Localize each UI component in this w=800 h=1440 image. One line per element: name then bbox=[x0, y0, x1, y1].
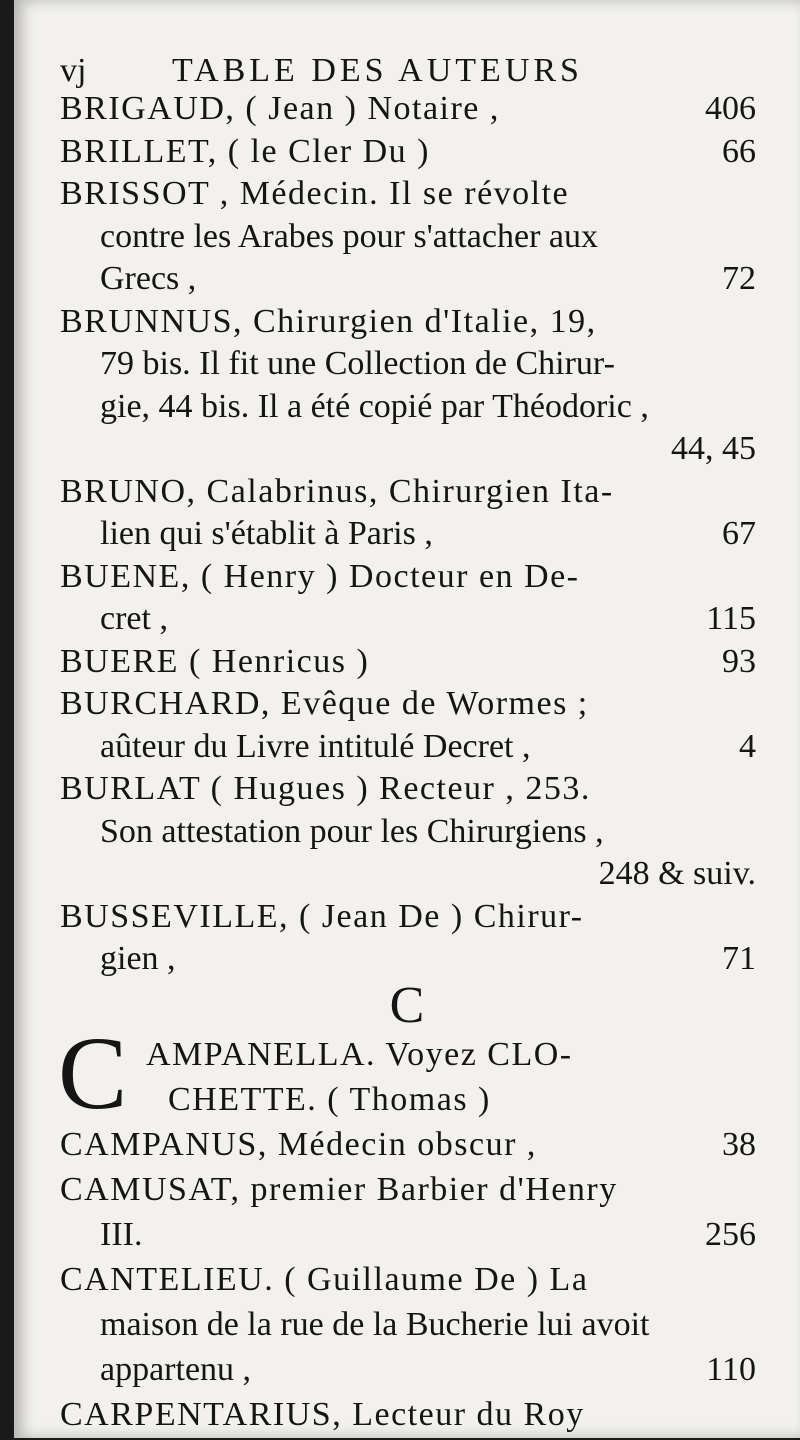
page-reference: 406 bbox=[705, 90, 756, 127]
page-reference: 44, 45 bbox=[671, 430, 756, 467]
page-reference: 93 bbox=[722, 642, 756, 680]
entry-text: aûteur du Livre intitulé Decret , bbox=[100, 727, 531, 765]
index-line bbox=[14, 1390, 800, 1440]
entry-text: BRUNO, Calabrinus, Chirurgien Ita- bbox=[60, 472, 614, 510]
index-line bbox=[14, 1345, 800, 1395]
page-reference: 67 bbox=[722, 515, 756, 552]
entry-text: BUSSEVILLE, ( Jean De ) Chirur- bbox=[60, 897, 584, 935]
page-reference: 72 bbox=[722, 260, 756, 297]
entry-text: BURCHARD, Evêque de Wormes ; bbox=[60, 685, 589, 722]
header-title: TABLE DES AUTEURS bbox=[172, 52, 583, 89]
index-line bbox=[14, 1075, 800, 1125]
entry-text: gie, 44 bis. Il a été copié par Théodoric , bbox=[100, 387, 649, 425]
entry-text: lien qui s'établit à Paris , bbox=[100, 515, 433, 552]
entry-text: Son attestation pour les Chirurgiens , bbox=[100, 812, 604, 850]
index-line bbox=[14, 1120, 800, 1170]
book-page bbox=[14, 0, 800, 1438]
page-reference: 38 bbox=[722, 1126, 756, 1163]
page-reference: 71 bbox=[722, 940, 756, 977]
index-line bbox=[14, 1210, 800, 1260]
entry-text: BRISSOT , Médecin. Il se révolte bbox=[60, 175, 570, 212]
entry-text: III. bbox=[100, 1216, 143, 1253]
entry-text: gien , bbox=[100, 940, 176, 977]
entry-text: CAMPANUS, Médecin obscur , bbox=[60, 1126, 537, 1163]
page-reference: 256 bbox=[705, 1216, 756, 1253]
page-reference: 4 bbox=[739, 727, 756, 765]
entry-text: BURLAT ( Hugues ) Recteur , 253. bbox=[60, 770, 591, 807]
drop-cap: C bbox=[58, 1016, 128, 1131]
entry-text: 79 bis. Il fit une Collection de Chirur- bbox=[100, 345, 615, 382]
entry-text: appartenu , bbox=[100, 1351, 252, 1388]
section-letter: C bbox=[389, 977, 425, 1034]
index-line bbox=[14, 1030, 800, 1080]
page-reference: 115 bbox=[706, 600, 756, 637]
index-line bbox=[14, 1255, 800, 1305]
entry-text: contre les Arabes pour s'attacher aux bbox=[100, 217, 598, 255]
page-reference: 248 & suiv. bbox=[598, 855, 756, 892]
entry-text: AMPANELLA. Voyez CLO- bbox=[146, 1036, 573, 1073]
entry-text: BUENE, ( Henry ) Docteur en De- bbox=[60, 557, 580, 595]
entry-text: CAMUSAT, premier Barbier d'Henry bbox=[60, 1171, 618, 1208]
entry-text: BRUNNUS, Chirurgien d'Italie, 19, bbox=[60, 302, 597, 340]
page-reference: 110 bbox=[706, 1351, 756, 1388]
index-line bbox=[14, 1165, 800, 1215]
entry-text: maison de la rue de la Bucherie lui avoit bbox=[100, 1306, 650, 1343]
entry-text: BRILLET, ( le Cler Du ) bbox=[60, 132, 431, 170]
entry-text: BUERE ( Henricus ) bbox=[60, 642, 370, 680]
entry-text: BRIGAUD, ( Jean ) Notaire , bbox=[60, 90, 500, 127]
page-reference: 66 bbox=[722, 132, 756, 170]
entry-text: Grecs , bbox=[100, 260, 197, 297]
entry-text: CARPENTARIUS, Lecteur du Roy bbox=[60, 1396, 585, 1433]
index-line bbox=[14, 1300, 800, 1350]
entry-text: CHETTE. ( Thomas ) bbox=[168, 1081, 491, 1118]
header-page-number: vj bbox=[60, 52, 87, 89]
entry-text: cret , bbox=[100, 600, 168, 637]
entry-text: CANTELIEU. ( Guillaume De ) La bbox=[60, 1261, 589, 1298]
